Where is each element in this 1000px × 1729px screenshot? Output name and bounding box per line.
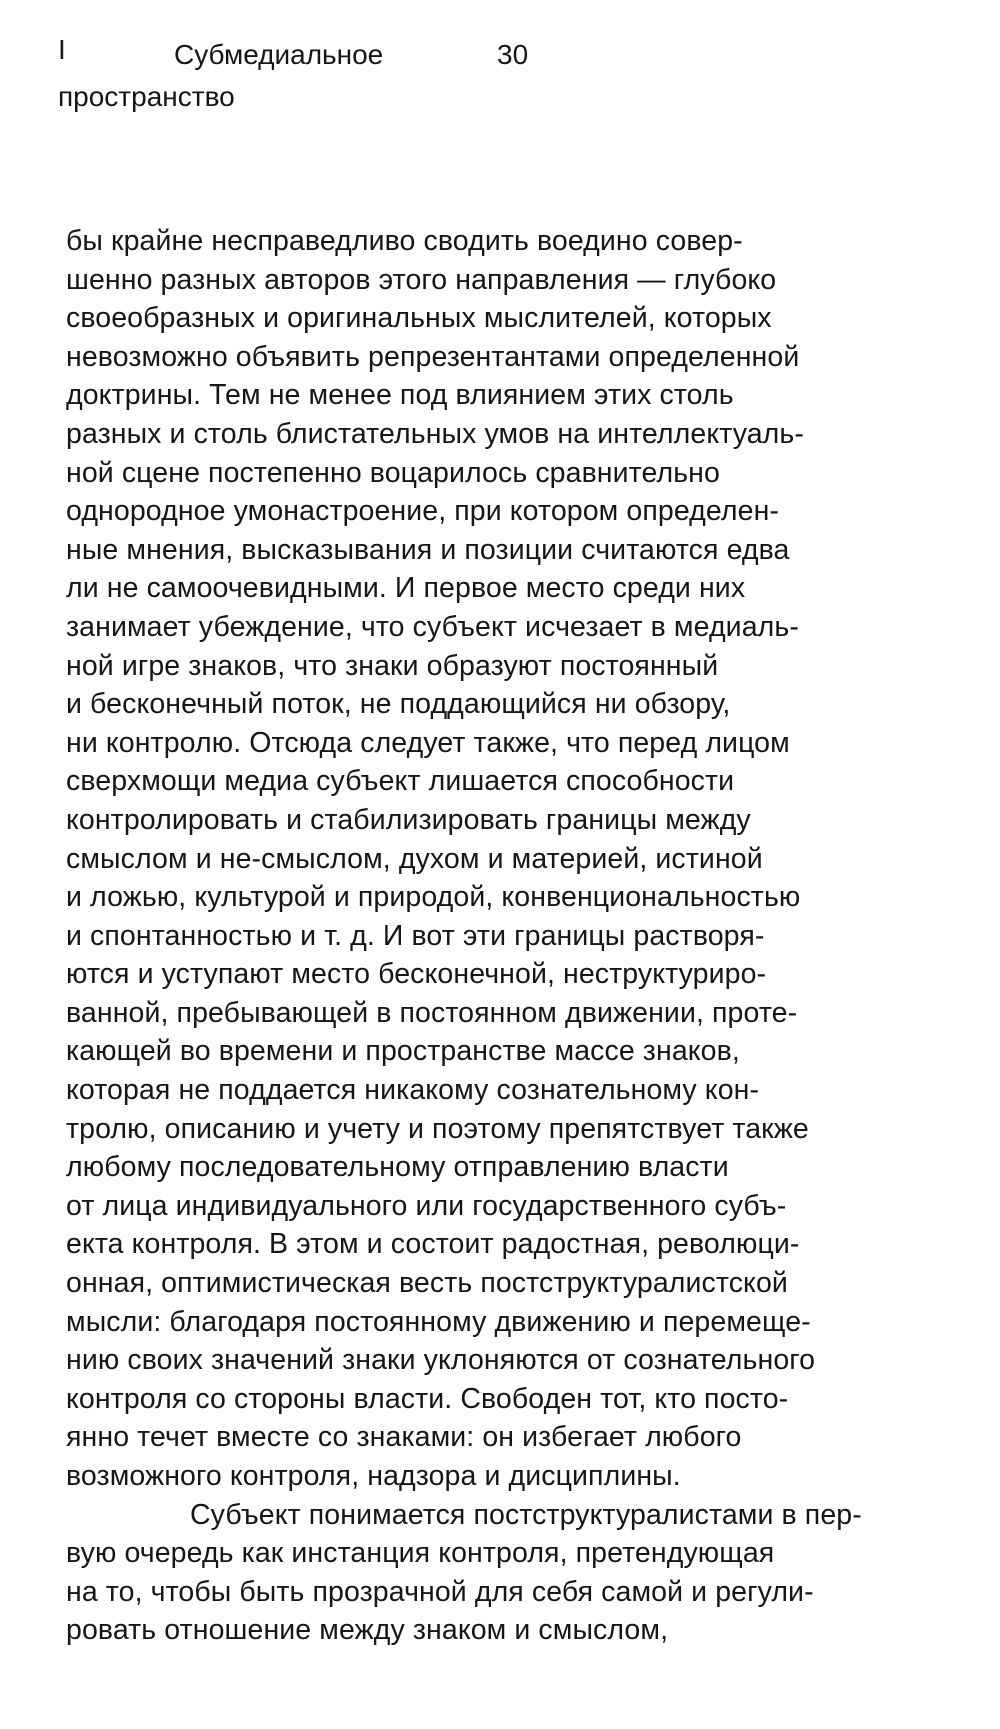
text-line: бы крайне несправедливо сводить воедино совер-: [66, 225, 743, 257]
text-line: нию своих значений знаки уклоняются от сознательного: [66, 1344, 816, 1377]
body-text: [66, 222, 946, 1650]
text-line: кающей во времени и пространстве массе знаков,: [66, 1035, 740, 1068]
text-line: любому последовательному отправлению власти: [66, 1151, 729, 1184]
text-line: своеобразных и оригинальных мыслителей, которых: [66, 302, 772, 335]
section-number: I: [58, 34, 66, 65]
text-line: тролю, описанию и учету и поэтому препятствует также: [66, 1112, 809, 1145]
text-line: ровать отношение между знаком и смыслом,: [66, 1614, 669, 1647]
text-line: которая не поддается никакому сознательному кон-: [66, 1074, 760, 1107]
text-line: контролировать и стабилизировать границы между: [66, 803, 751, 836]
section-title: Субмедиальное пространство: [58, 39, 384, 112]
page-number: 30: [497, 39, 529, 70]
text-line: разных и столь блистательных умов на интеллектуаль-: [66, 417, 804, 450]
text-line: ни контролю. Отсюда следует также, что перед лицом: [66, 726, 790, 759]
text-line: ной сцене постепенно воцарилось сравнительно: [66, 456, 720, 489]
text-line: и ложью, культурой и природой, конвенциональностью: [66, 881, 801, 914]
text-line: ются и уступают место бесконечной, неструктуриро-: [66, 958, 767, 991]
text-line: контроля со стороны власти. Свободен тот, кто посто-: [66, 1382, 789, 1415]
text-line: доктрины. Тем не менее под влиянием этих столь: [66, 379, 734, 412]
text-line: вую очередь как инстанция контроля, претендующая: [66, 1537, 775, 1570]
text-line: ные мнения, высказывания и позиции считаются едва: [66, 533, 790, 566]
text-line: ванной, пребывающей в постоянном движении, проте-: [66, 996, 798, 1029]
text-line: на то, чтобы быть прозрачной для себя самой и регули-: [66, 1575, 814, 1608]
text-line: Субъект понимается постструктуралистами в пер-: [190, 1498, 862, 1531]
text-line: сверхмощи медиа субъект лишается способности: [66, 765, 735, 798]
text-line: от лица индивидуального или государственного субъ-: [66, 1189, 787, 1222]
running-header: [0, 0, 1000, 120]
text-line: онная, оптимистическая весть постструктуралистской: [66, 1267, 788, 1300]
text-line: мысли: благодаря постоянному движению и перемеще-: [66, 1305, 811, 1338]
text-line: невозможно объявить репрезентантами определенной: [66, 340, 800, 373]
text-line: шенно разных авторов этого направления — глубоко: [66, 263, 777, 296]
text-line: и спонтанностью и т. д. И вот эти границы растворя-: [66, 919, 765, 952]
text-line: занимает убеждение, что субъект исчезает в медиаль-: [66, 610, 799, 643]
text-line: янно течет вместе со знаками: он избегает любого: [66, 1421, 742, 1454]
text-line: екта контроля. В этом и состоит радостная, революци-: [66, 1228, 800, 1261]
text-line: и бесконечный поток, не поддающийся ни обзору,: [66, 688, 731, 721]
text-line: ной игре знаков, что знаки образуют постоянный: [66, 649, 719, 682]
text-line: однородное умонастроение, при котором определен-: [66, 495, 779, 528]
text-line: возможного контроля, надзора и дисциплины.: [66, 1460, 681, 1492]
text-line: смыслом и не-смыслом, духом и материей, истиной: [66, 842, 763, 875]
text-line: ли не самоочевидными. И первое место среди них: [66, 572, 746, 605]
